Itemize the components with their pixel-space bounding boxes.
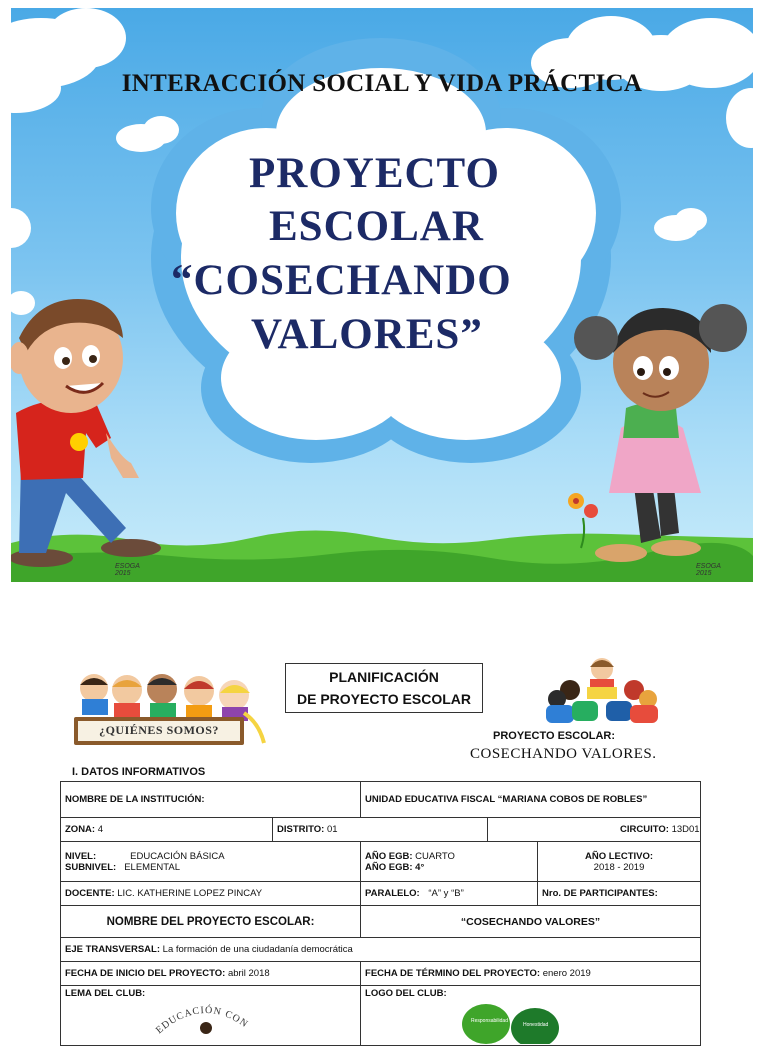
- subnivel-label: SUBNIVEL:: [65, 861, 117, 873]
- reading-kids-icon: [542, 657, 662, 727]
- lema-art-text: EDUCACIÓN CON: [153, 1004, 251, 1037]
- eje-label: EJE TRANSVERSAL:: [65, 944, 161, 955]
- lema-label: LEMA DEL CLUB:: [65, 988, 146, 999]
- table-row: [61, 818, 701, 842]
- cover-title-line-4: VALORES”: [251, 311, 483, 358]
- table-row: [61, 782, 701, 818]
- zona-cell: [61, 818, 273, 842]
- zona-label: ZONA:: [65, 824, 96, 835]
- logo-art-text-2: Honestidad: [523, 1022, 549, 1028]
- distrito-cell: [273, 818, 488, 842]
- planning-title-box: [285, 663, 483, 713]
- datos-informativos-table: [60, 781, 701, 1046]
- zona-value: 4: [97, 824, 104, 835]
- lema-art-icon: [151, 994, 261, 1038]
- logo-cell: [361, 986, 701, 1046]
- institucion-value-cell: UNIDAD EDUCATIVA FISCAL “MARIANA COBOS DE ROBLES”: [361, 782, 701, 818]
- anio-egb2-value: 4°: [415, 861, 425, 873]
- proyecto-label-cell: NOMBRE DEL PROYECTO ESCOLAR:: [61, 906, 361, 938]
- circuito-cell: [488, 818, 701, 842]
- cover-illustration: [11, 8, 753, 582]
- nivel-label: NIVEL:: [65, 850, 97, 862]
- nivel-value: EDUCACIÓN BÁSICA: [130, 850, 225, 862]
- termino-value: enero 2019: [542, 968, 591, 979]
- cover-title-line-3: “COSECHANDO: [171, 257, 512, 304]
- logo-label: LOGO DEL CLUB:: [365, 988, 447, 999]
- table-row: [61, 962, 701, 986]
- inicio-cell: [61, 962, 361, 986]
- anio-lectivo-value: 2018 - 2019: [593, 861, 645, 873]
- project-name: COSECHANDO VALORES.: [470, 746, 657, 762]
- nivel-cell: [61, 842, 361, 882]
- reading-kids-graphic: [542, 657, 662, 732]
- inicio-label: FECHA DE INICIO DEL PROYECTO:: [65, 968, 226, 979]
- quienes-somos-graphic: [74, 673, 268, 754]
- subnivel-value: ELEMENTAL: [124, 861, 180, 873]
- anio-egb-label: AÑO EGB:: [365, 850, 413, 862]
- logo-art-text-1: Responsabilidad: [471, 1018, 508, 1024]
- planning-title-line-1: PLANIFICACIÓN: [329, 669, 439, 685]
- docente-cell: [61, 882, 361, 906]
- anio-egb-cell: [361, 842, 538, 882]
- anio-lectivo-label: AÑO LECTIVO:: [584, 850, 654, 862]
- proyecto-value-cell: “COSECHANDO VALORES”: [361, 906, 701, 938]
- table-row: [61, 906, 701, 938]
- termino-label: FECHA DE TÉRMINO DEL PROYECTO:: [365, 968, 541, 979]
- circuito-label: CIRCUITO:: [620, 824, 669, 835]
- anio-egb-value: CUARTO: [415, 850, 455, 862]
- cover-subject-heading: INTERACCIÓN SOCIAL Y VIDA PRÁCTICA: [121, 70, 643, 97]
- docente-label: DOCENTE:: [65, 888, 115, 899]
- lema-cell: [61, 986, 361, 1046]
- eje-cell: [61, 938, 701, 962]
- paralelo-cell: [361, 882, 538, 906]
- distrito-label: DISTRITO:: [277, 824, 325, 835]
- table-row: [61, 842, 701, 882]
- quienes-somos-label: ¿QUIÉNES SOMOS?: [99, 723, 219, 737]
- paralelo-value: “A” y “B”: [428, 888, 464, 899]
- circuito-value: 13D01: [671, 824, 700, 835]
- table-row: [61, 938, 701, 962]
- cover-signature-right: ESOGA 2015: [696, 563, 721, 577]
- cover-signature-left: ESOGA 2015: [115, 563, 140, 577]
- anio-egb2-label: AÑO EGB:: [365, 861, 413, 873]
- project-label: PROYECTO ESCOLAR:: [493, 730, 616, 742]
- docente-value: LIC. KATHERINE LOPEZ PINCAY: [117, 888, 263, 899]
- institucion-label-cell: NOMBRE DE LA INSTITUCIÓN:: [61, 782, 361, 818]
- logo-art-icon: [461, 1000, 561, 1044]
- participantes-cell: Nro. DE PARTICIPANTES:: [538, 882, 701, 906]
- table-row: [61, 882, 701, 906]
- distrito-value: 01: [326, 824, 338, 835]
- planning-title-line-2: DE PROYECTO ESCOLAR: [297, 691, 471, 707]
- cover-title-line-1: PROYECTO: [249, 150, 500, 197]
- section-title: I. DATOS INFORMATIVOS: [72, 766, 206, 778]
- table-row: [61, 986, 701, 1046]
- termino-cell: [361, 962, 701, 986]
- cover-title-line-2: ESCOLAR: [269, 203, 484, 250]
- eje-value: La formación de una ciudadanía democrática: [162, 944, 353, 955]
- paralelo-label: PARALELO:: [365, 888, 420, 899]
- anio-lectivo-cell: [538, 842, 701, 882]
- inicio-value: abril 2018: [227, 968, 270, 979]
